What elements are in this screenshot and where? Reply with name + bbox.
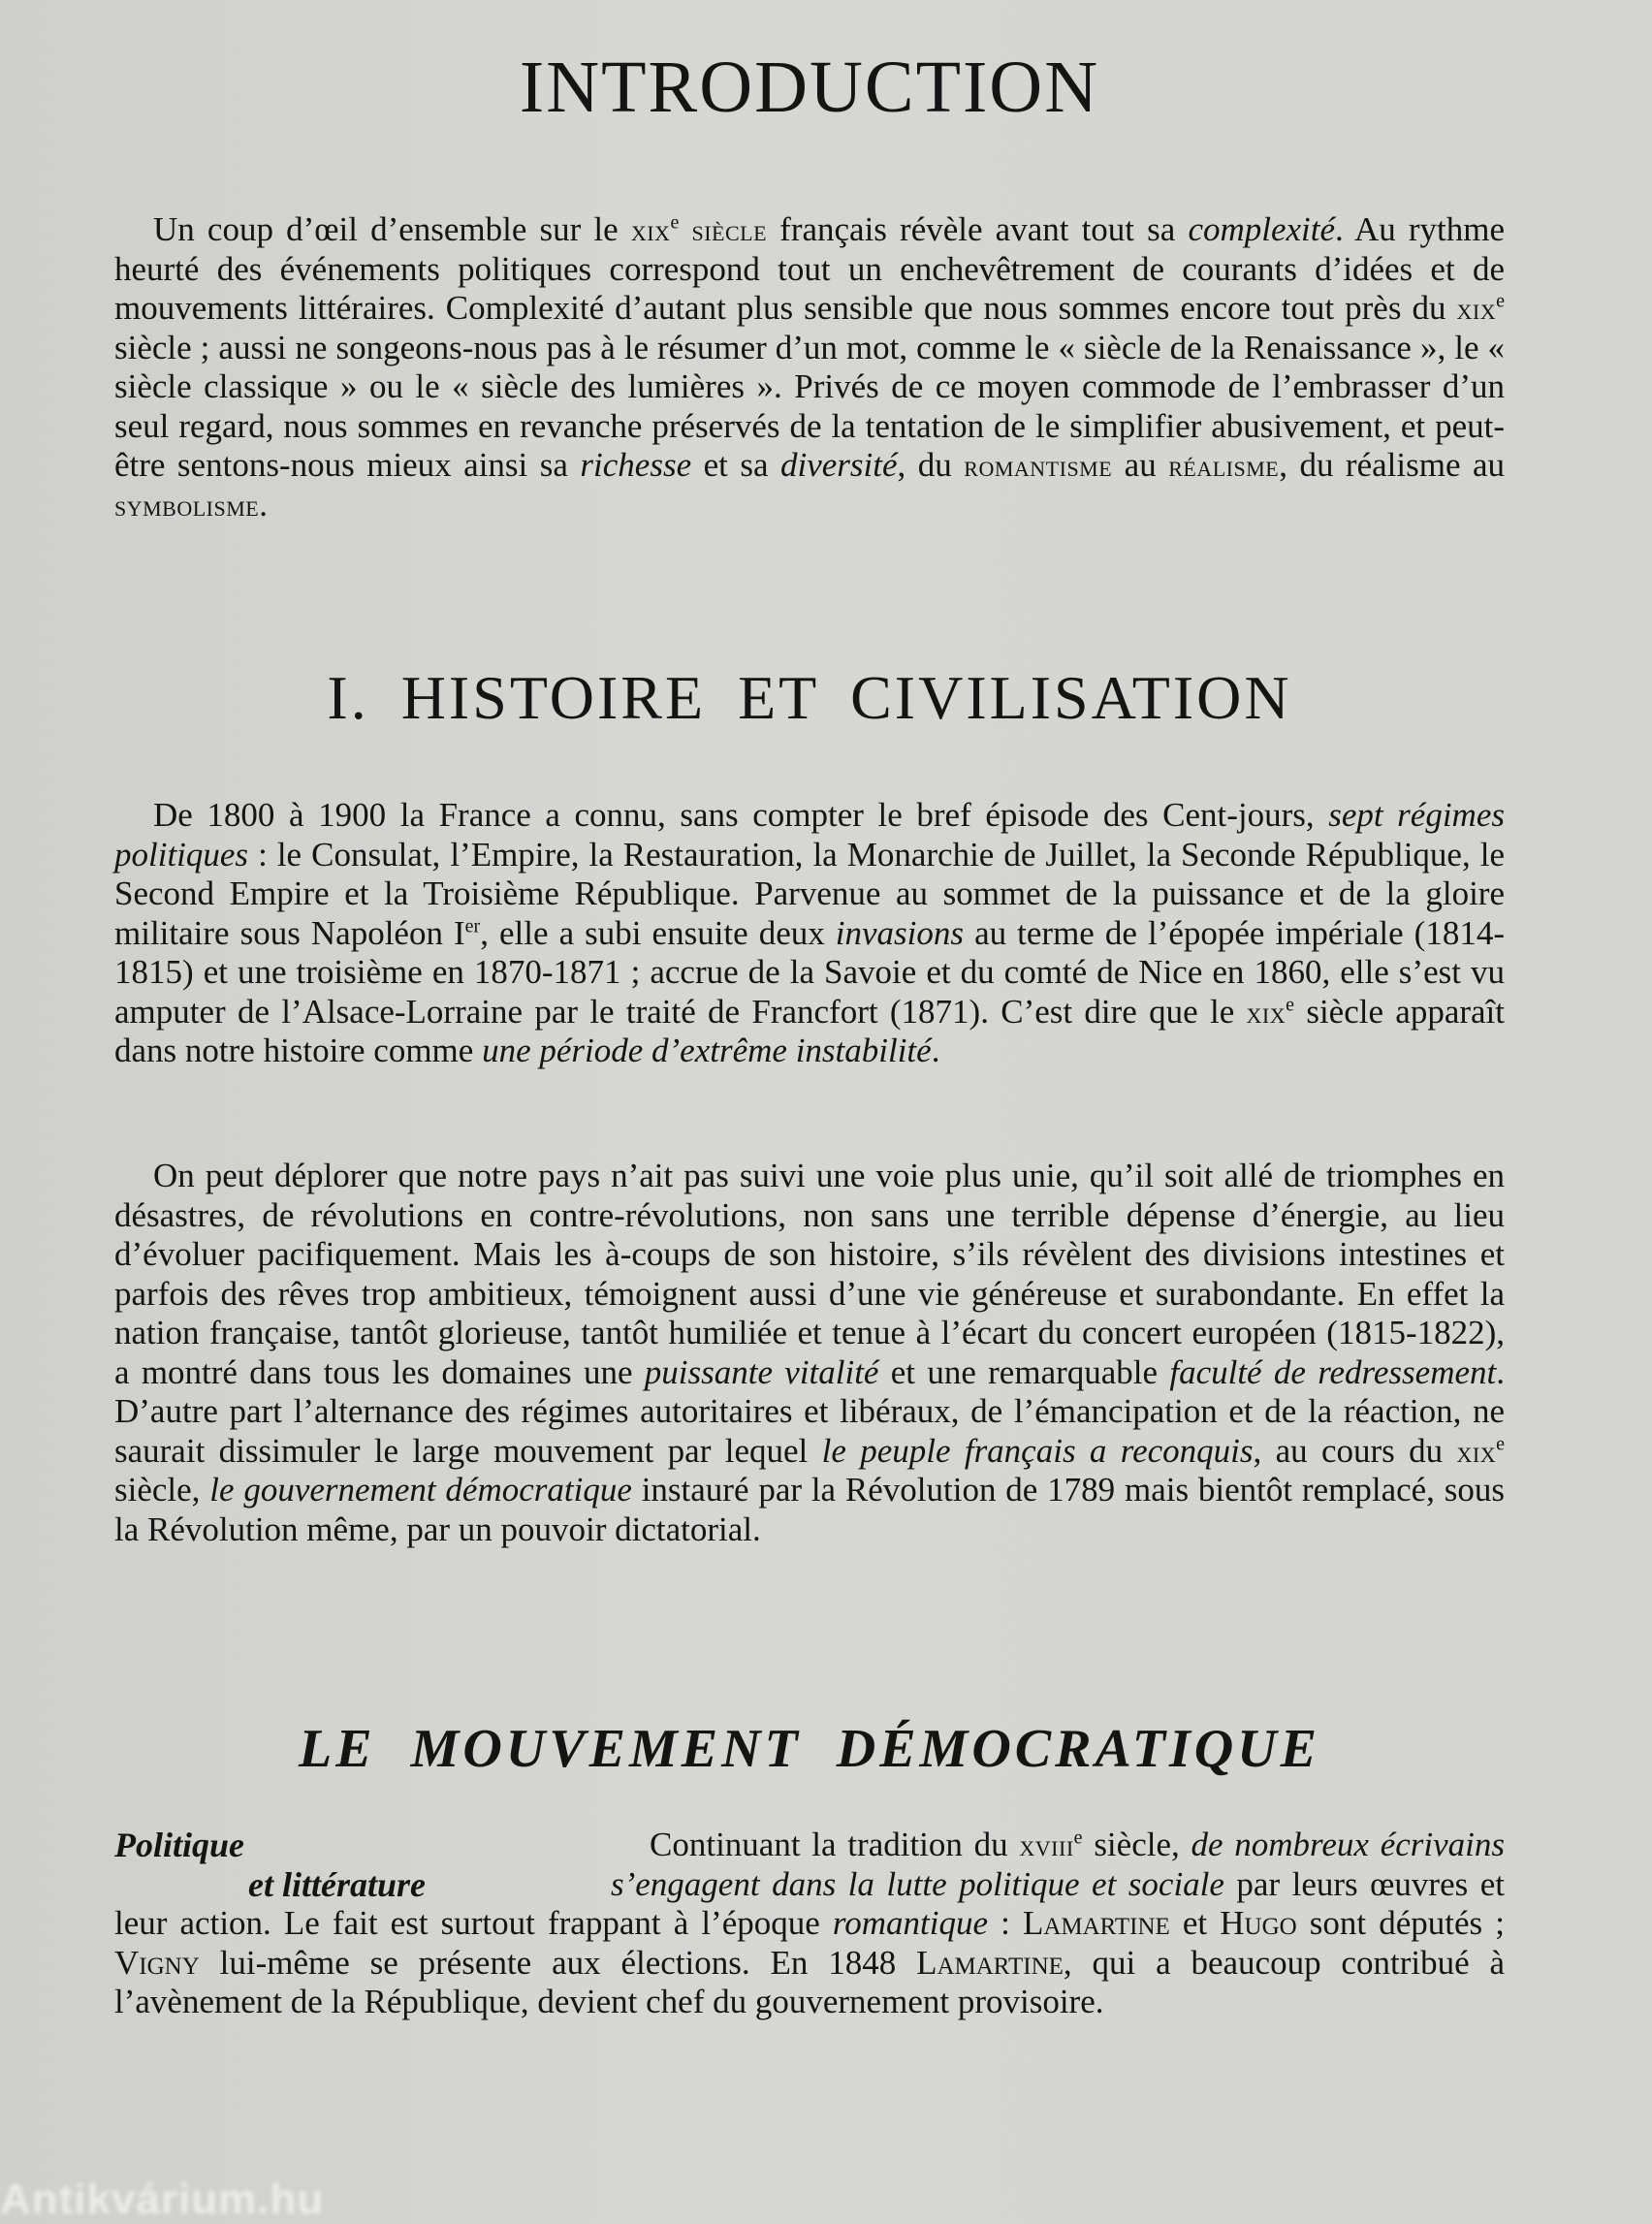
author-name: Lamartine xyxy=(1022,1904,1170,1942)
author-name: Lamartine xyxy=(916,1943,1064,1982)
page-title: INTRODUCTION xyxy=(519,47,1100,128)
emphasis: de nombreux écrivains s’engagent dans la lutte politique et sociale xyxy=(611,1826,1505,1903)
side-heading: Politique et littérature xyxy=(114,1826,426,1904)
emphasis: puissante vitalité xyxy=(644,1352,879,1391)
emphasis: diversité xyxy=(780,446,898,484)
history-paragraph-2: On peut déplorer que notre pays n’ait pas suivi une voie plus unie, qu’il soit allé de triomphes en désastres, de révolutions en contre-révolutions, non sans une terrible dépense d’énergie, au lieu d’évoluer pacifiquement. Mais les à-coups de son histoire, s’ils révèlent des divisions intestines et parfois des rêves trop ambitieux, témoignent aussi d’une vie généreuse et surabondante. En effet la nation française, tantôt glorieuse, tantôt humiliée et tenue à l’écart du concert européen (1815-1822), a montré dans tous les domaines une puissante vitalité et une remarquable faculté de redressement. D’autre part l’alternance des régimes autoritaires et libéraux, de l’émancipation et de la réaction, ne saurait dissimuler le large mouvement par lequel le peuple français a reconquis, au cours du xix$^e$ siècle, le gouvernement démocratique instauré par la Révolution de 1789 mais bientôt remplacé, sous la Révolution même, par un pouvoir dictatorial. xyxy=(114,1157,1505,1548)
emphasis: le peuple français a reconquis xyxy=(821,1431,1254,1470)
intro-paragraph: Un coup d’œil d’ensemble sur le xix$^e$ siècle français révèle avant tout sa complexité. Au rythme heurté des événements politiques correspond tout un enchevêtrement de courants d’idées et de mouvements littéraires. Complexité d’autant plus sensible que nous sommes encore tout près du xix$^e$ siècle ; aussi ne songeons-nous pas à le résumer d’un mot, comme le « siècle de la Renaissance », le « siècle classique » ou le « siècle des lumières ». Privés de ce moyen commode de l’embrasser d’un seul regard, nous sommes en revanche préservés de la tentation de le simplifier abusivement, et peut-être sentons-nous mieux ainsi sa richesse et sa diversité, du romantisme au réalisme, du réalisme au symbolisme. xyxy=(114,210,1506,524)
emphasis: sept régimes politiques xyxy=(114,796,1505,874)
history-paragraph-1: De 1800 à 1900 la France a connu, sans compter le bref épisode des Cent-jours, sept régimes politiques : le Consulat, l’Empire, la Restauration, la Monarchie de Juillet, la Seconde République, le Second Empire et la Troisième République. Parvenue au sommet de la puissance et de la gloire militaire sous Napoléon Ier, elle a subi ensuite deux invasions au terme de l’épopée impériale (1814-1815) et une troisième en 1870-1871 ; accrue de la Savoie et du comté de Nice en 1860, elle s’est vu amputer de l’Alsace-Lorraine par le traité de Francfort (1871). C’est dire que le xix$^e$ siècle apparaît dans notre histoire comme une période d’extrême instabilité. xyxy=(114,796,1505,1069)
emphasis: le gouvernement démocratique xyxy=(209,1471,632,1509)
section-heading: I. HISTOIRE ET CIVILISATION xyxy=(327,663,1292,732)
emphasis: faculté de redressement xyxy=(1169,1352,1497,1391)
emphasis: une période d’extrême instabilité xyxy=(482,1032,932,1069)
emphasis: complexité xyxy=(1188,210,1336,248)
subsection-heading: LE MOUVEMENT DÉMOCRATIQUE xyxy=(299,1719,1320,1779)
author-name: Vigny xyxy=(114,1943,200,1982)
politique-paragraph: Politique et littérature Continuant la tradition du xviii$^e$ siècle, de nombreux écrivains s’engagent dans la lutte politique et sociale par leurs œuvres et leur action. Le fait est surtout frappant à l’époque romantique : Lamartine et Hugo sont députés ; Vigny lui-même se présente aux élections. En 1848 Lamartine, qui a beaucoup contribué à l’avènement de la République, devient chef du gouvernement provisoire. xyxy=(114,1826,1506,2020)
author-name: Hugo xyxy=(1220,1904,1297,1942)
emphasis: romantique xyxy=(832,1904,988,1942)
emphasis: richesse xyxy=(580,446,692,484)
emphasis: invasions xyxy=(835,913,965,952)
watermark: Antikvárium.hu xyxy=(0,2176,325,2223)
